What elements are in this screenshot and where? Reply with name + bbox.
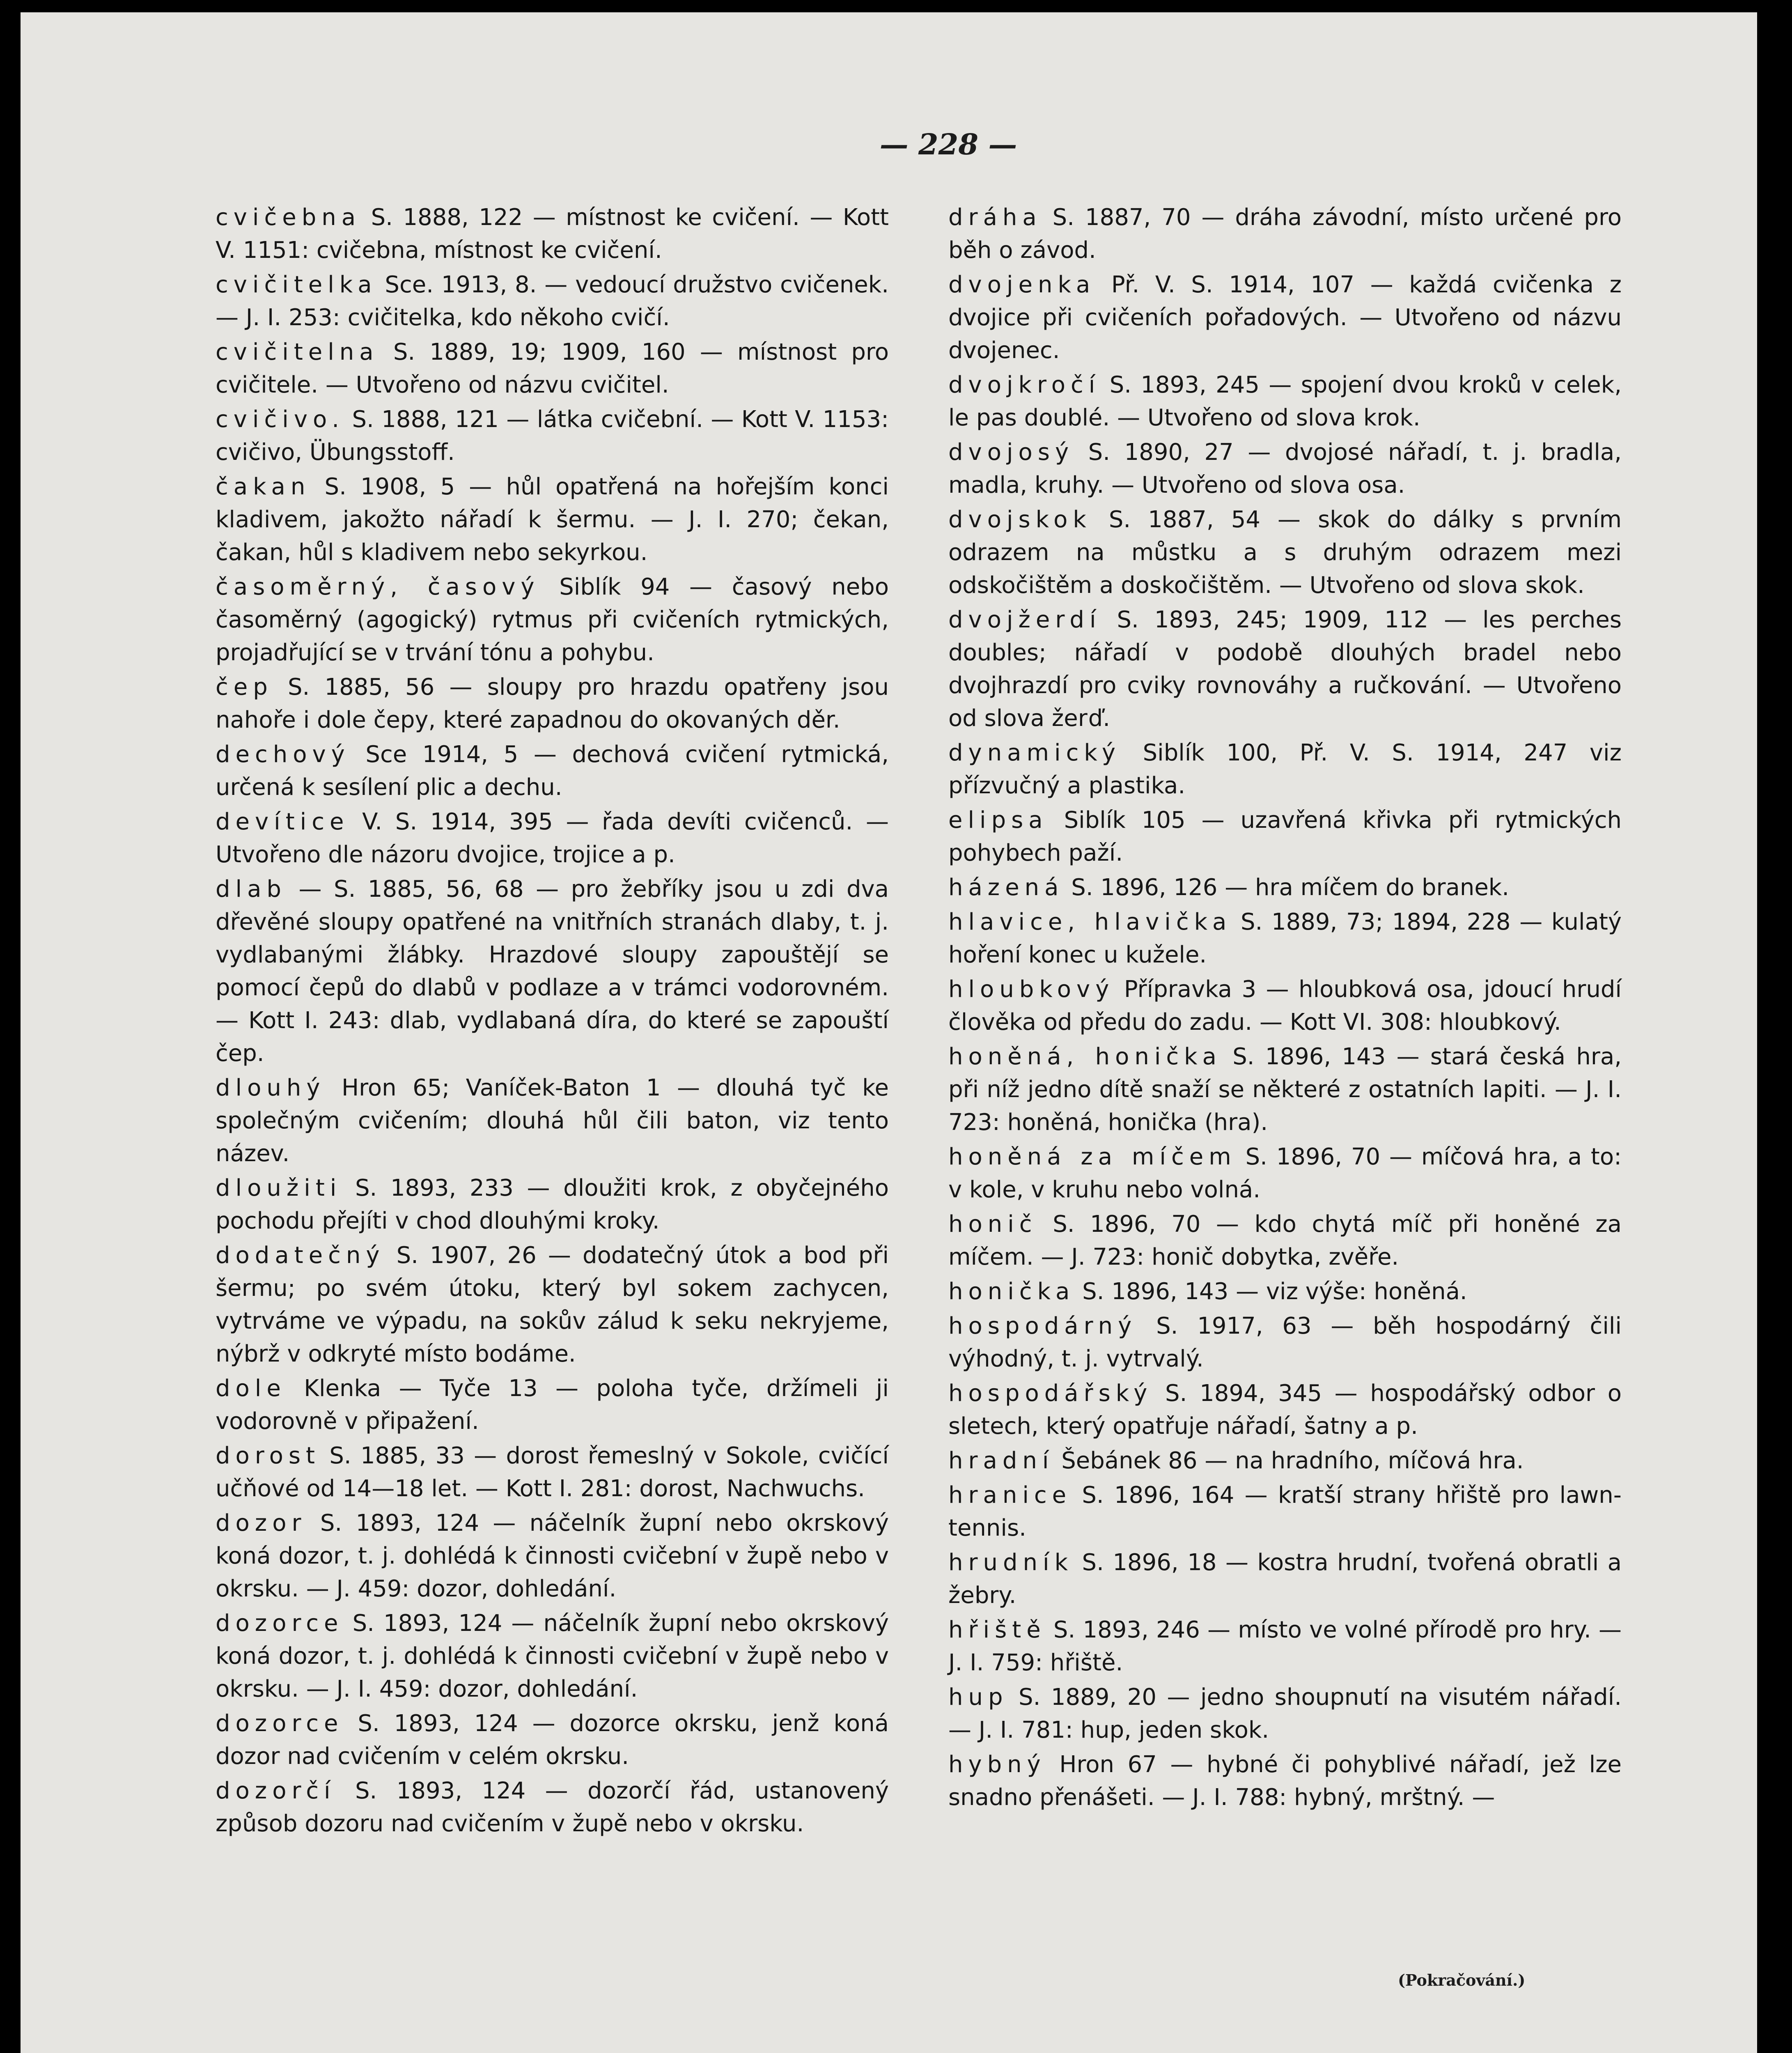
entry-headword: honič: [948, 1211, 1037, 1238]
entry-definition: S. 1896, 126 — hra míčem do branek.: [1064, 874, 1510, 901]
dictionary-entry: [948, 369, 1622, 434]
dictionary-entry: [948, 1546, 1622, 1612]
entry-headword: elipsa: [948, 807, 1048, 834]
dictionary-entry: [216, 671, 889, 737]
entry-headword: hlavice, hlavička: [948, 909, 1232, 935]
entry-headword: hranice: [948, 1482, 1072, 1509]
entry-headword: cvičitelna: [216, 339, 379, 365]
entry-definition: Přípravka 3 — hloubková osa, jdoucí hrudí člověka od předu do zadu. — Kott VI. 308: hloubkový.: [948, 976, 1622, 1036]
entry-headword: dozorce: [216, 1710, 344, 1737]
entry-headword: cvičitelka: [216, 271, 377, 298]
dictionary-entry: [948, 201, 1622, 267]
entry-headword: honěná za míčem: [948, 1144, 1237, 1170]
dictionary-entry: [216, 806, 889, 871]
entry-headword: dorost: [216, 1442, 320, 1469]
entry-headword: cvičebna: [216, 204, 361, 231]
entry-headword: hloubkový: [948, 976, 1115, 1003]
entry-headword: dozor: [216, 1510, 307, 1536]
entry-definition: Sce 1914, 5 — dechová cvičení rytmická, určená k sesílení plic a dechu.: [216, 741, 889, 801]
dictionary-entry: [948, 973, 1622, 1039]
entry-definition: S. 1896, 143 — viz výše: honěná.: [1075, 1278, 1467, 1305]
dictionary-entry: [948, 1681, 1622, 1747]
dictionary-entry: [948, 1479, 1622, 1545]
entry-headword: dlouhý: [216, 1075, 326, 1101]
entry-definition: S. 1885, 56 — sloupy pro hrazdu opatřeny jsou nahoře i dole čepy, které zapadnou do okovaných děr.: [216, 674, 889, 733]
dictionary-entry: [948, 1614, 1622, 1679]
entry-definition: S. 1889, 73; 1894, 228 — kulatý hoření konec u kužele.: [948, 909, 1622, 968]
dictionary-entry: [948, 1748, 1622, 1814]
dictionary-entry: [216, 1172, 889, 1238]
entry-headword: házená: [948, 874, 1064, 901]
entry-headword: honěná, honička: [948, 1043, 1222, 1070]
dictionary-entry: [948, 503, 1622, 602]
entry-headword: čep: [216, 674, 273, 700]
dictionary-entry: [948, 804, 1622, 870]
dictionary-entry: [216, 336, 889, 402]
continuation-note: (Pokračování.): [1398, 1971, 1526, 1989]
entry-definition: Hron 67 — hybné či pohyblivé nářadí, jež lze snadno přenášeti. — J. I. 788: hybný, mrštný. —: [948, 1751, 1622, 1811]
entry-headword: cvičivo.: [216, 406, 345, 433]
entry-definition: S. 1908, 5 — hůl opatřená na hořejším konci kladivem, jakožto nářadí k šermu. — J. I. 270; čekan, čakan, hůl s kladivem nebo sekyrkou.: [216, 473, 889, 566]
entry-headword: hup: [948, 1684, 1008, 1711]
entry-definition: Siblík 94 — časový nebo časoměrný (agogický) rytmus při cvičeních rytmických, projadřující se v trvání tónu a pohybu.: [216, 574, 889, 666]
entry-headword: dvojenka: [948, 271, 1096, 298]
dictionary-entry: [948, 1275, 1622, 1308]
entry-definition: S. 1890, 27 — dvojosé nářadí, t. j. bradla, madla, kruhy. — Utvořeno od slova osa.: [948, 439, 1622, 498]
dictionary-entry: [216, 403, 889, 469]
entry-headword: dozorčí: [216, 1777, 336, 1804]
entry-definition: S. 1893, 124 — dozorce okrsku, jenž koná dozor nad cvičením v celém okrsku.: [216, 1710, 889, 1770]
entry-definition: S. 1893, 245; 1909, 112 — les perches doubles; nářadí v podobě dlouhých bradel nebo dvojhrazdí pro cviky rovnováhy a ručkování. — Utvořeno od slova žerď.: [948, 606, 1622, 732]
entry-definition: S. 1896, 164 — kratší strany hřiště pro lawn-tennis.: [948, 1482, 1622, 1541]
dictionary-entry: [216, 201, 889, 267]
entry-headword: dozorce: [216, 1610, 344, 1637]
left-column: [216, 201, 889, 1842]
dictionary-entry: [948, 1040, 1622, 1139]
dictionary-entry: [948, 1208, 1622, 1274]
dictionary-entry: [216, 1707, 889, 1773]
entry-definition: S. 1896, 18 — kostra hrudní, tvořená obratli a žebry.: [948, 1549, 1622, 1609]
entry-definition: S. 1893, 245 — spojení dvou kroků v celek, le pas doublé. — Utvořeno od slova krok.: [948, 372, 1622, 431]
entry-definition: S. 1896, 143 — stará česká hra, při níž jedno dítě snaží se některé z ostatních lapiti. — J. I. 723: honěná, honička (hra).: [948, 1043, 1622, 1136]
dictionary-entry: [948, 737, 1622, 802]
dictionary-entry: [216, 1072, 889, 1170]
entry-headword: hradní: [948, 1447, 1054, 1474]
entry-definition: S. 1896, 70 — míčová hra, a to: v kole, v kruhu nebo volná.: [948, 1144, 1622, 1203]
entry-headword: dechový: [216, 741, 350, 768]
dictionary-entry: [216, 1372, 889, 1438]
entry-definition: S. 1893, 124 — náčelník župní nebo okrskový koná dozor, t. j. dohlédá k činnosti cvičební v župě nebo v okrsku. — J. I. 459: dozor, dohledání.: [216, 1610, 889, 1702]
dictionary-entry: [216, 873, 889, 1070]
entry-headword: dráha: [948, 204, 1042, 231]
scanned-page: [21, 12, 1757, 2053]
dictionary-entry: [948, 906, 1622, 971]
entry-definition: S. 1889, 20 — jedno shoupnutí na visutém nářadí. — J. I. 781: hup, jeden skok.: [948, 1684, 1622, 1743]
dictionary-entry: [216, 1607, 889, 1706]
entry-definition: S. 1888, 121 — látka cvičební. — Kott V. 1153: cvičivo, Übungsstoff.: [216, 406, 889, 466]
dictionary-entry: [948, 1310, 1622, 1376]
entry-headword: hybný: [948, 1751, 1046, 1778]
entry-headword: časoměrný, časový: [216, 574, 540, 600]
entry-definition: Př. V. S. 1914, 107 — každá cvičenka z dvojice při cvičeních pořadových. — Utvořeno od názvu dvojenec.: [948, 271, 1622, 364]
entry-definition: Siblík 100, Př. V. S. 1914, 247 viz přízvučný a plastika.: [948, 739, 1622, 799]
entry-definition: S. 1893, 233 — dloužiti krok, z obyčejného pochodu přejíti v chod dlouhými kroky.: [216, 1175, 889, 1234]
entry-definition: S. 1893, 246 — místo ve volné přírodě pro hry. — J. I. 759: hřiště.: [948, 1617, 1622, 1676]
entry-definition: Klenka — Tyče 13 — poloha tyče, držímeli ji vodorovně v připažení.: [216, 1375, 889, 1435]
dictionary-entry: [216, 1507, 889, 1605]
entry-definition: — S. 1885, 56, 68 — pro žebříky jsou u zdi dva dřevěné sloupy opatřené na vnitřních stranách dlaby, t. j. vydlabanými žlábky. Hrazdové sloupy zapouštějí se pomocí čepů do dlabů v podlaze a v trámci vodorovném. — Kott I. 243: dlab, vydlabaná díra, do které se zapouští čep.: [216, 876, 889, 1067]
entry-headword: honička: [948, 1278, 1075, 1305]
entry-definition: S. 1917, 63 — běh hospodárný čili výhodný, t. j. vytrvalý.: [948, 1313, 1622, 1372]
dictionary-entry: [216, 1775, 889, 1840]
entry-definition: S. 1896, 70 — kdo chytá míč při honěné za míčem. — J. 723: honič dobytka, zvěře.: [948, 1211, 1622, 1270]
dictionary-entry: [216, 471, 889, 569]
entry-definition: Hron 65; Vaníček-Baton 1 — dlouhá tyč ke společným cvičením; dlouhá hůl čili baton, viz tento název.: [216, 1075, 889, 1167]
entry-headword: hospodářský: [948, 1380, 1153, 1407]
dictionary-entry: [948, 1141, 1622, 1206]
dictionary-entry: [948, 604, 1622, 735]
entry-headword: dole: [216, 1375, 286, 1402]
right-column: [948, 201, 1622, 1816]
entry-definition: S. 1888, 122 — místnost ke cvičení. — Kott V. 1151: cvičebna, místnost ke cvičení.: [216, 204, 889, 264]
dictionary-entry: [216, 738, 889, 804]
entry-definition: S. 1889, 19; 1909, 160 — místnost pro cvičitele. — Utvořeno od názvu cvičitel.: [216, 339, 889, 398]
entry-definition: S. 1887, 70 — dráha závodní, místo určené pro běh o závod.: [948, 204, 1622, 264]
entry-headword: hospodárný: [948, 1313, 1137, 1339]
dictionary-entry: [948, 436, 1622, 502]
dictionary-entry: [948, 1444, 1622, 1477]
page-number: — 228 —: [879, 127, 1017, 161]
entry-definition: S. 1887, 54 — skok do dálky s prvním odrazem na můstku a s druhým odrazem mezi odskočištěm a doskočištěm. — Utvořeno od slova skok.: [948, 506, 1622, 599]
dictionary-entry: [216, 1440, 889, 1505]
entry-headword: dvojosý: [948, 439, 1074, 466]
entry-definition: Siblík 105 — uzavřená křivka při rytmických pohybech paží.: [948, 807, 1622, 866]
entry-definition: V. S. 1914, 395 — řada devíti cvičenců. — Utvořeno dle názoru dvojice, trojice a p.: [216, 808, 889, 868]
dictionary-entry: [948, 269, 1622, 367]
entry-headword: hrudník: [948, 1549, 1074, 1576]
dictionary-entry: [216, 571, 889, 669]
dictionary-entry: [948, 871, 1622, 904]
entry-headword: hřiště: [948, 1617, 1046, 1643]
entry-headword: dynamický: [948, 739, 1121, 766]
entry-definition: Sce. 1913, 8. — vedoucí družstvo cvičenek. — J. I. 253: cvičitelka, kdo někoho cvičí.: [216, 271, 889, 331]
entry-headword: dlab: [216, 876, 287, 902]
entry-definition: Šebánek 86 — na hradního, míčová hra.: [1054, 1447, 1524, 1474]
entry-headword: čakan: [216, 473, 311, 500]
entry-headword: dodatečný: [216, 1242, 385, 1269]
entry-headword: dloužiti: [216, 1175, 342, 1201]
entry-headword: dvojkročí: [948, 372, 1101, 398]
dictionary-entry: [948, 1377, 1622, 1443]
dictionary-entry: [216, 269, 889, 334]
entry-definition: S. 1893, 124 — náčelník župní nebo okrskový koná dozor, t. j. dohlédá k činnosti cvičební v župě nebo v okrsku. — J. 459: dozor, dohledání.: [216, 1510, 889, 1602]
entry-headword: dvojžerdí: [948, 606, 1101, 633]
entry-definition: S. 1885, 33 — dorost řemeslný v Sokole, cvičící učňové od 14—18 let. — Kott I. 281: dorost, Nachwuchs.: [216, 1442, 889, 1502]
entry-definition: S. 1893, 124 — dozorčí řád, ustanovený způsob dozoru nad cvičením v župě nebo v okrsku.: [216, 1777, 889, 1837]
entry-definition: S. 1907, 26 — dodatečný útok a bod při šermu; po svém útoku, který byl sokem zachycen, vytrváme ve výpadu, na sokův zálud k seku nekryjeme, nýbrž v odkryté místo bodáme.: [216, 1242, 889, 1367]
entry-headword: devítice: [216, 808, 349, 835]
dictionary-entry: [216, 1239, 889, 1371]
entry-headword: dvojskok: [948, 506, 1092, 533]
entry-definition: S. 1894, 345 — hospodářský odbor o sletech, který opatřuje nářadí, šatny a p.: [948, 1380, 1622, 1440]
